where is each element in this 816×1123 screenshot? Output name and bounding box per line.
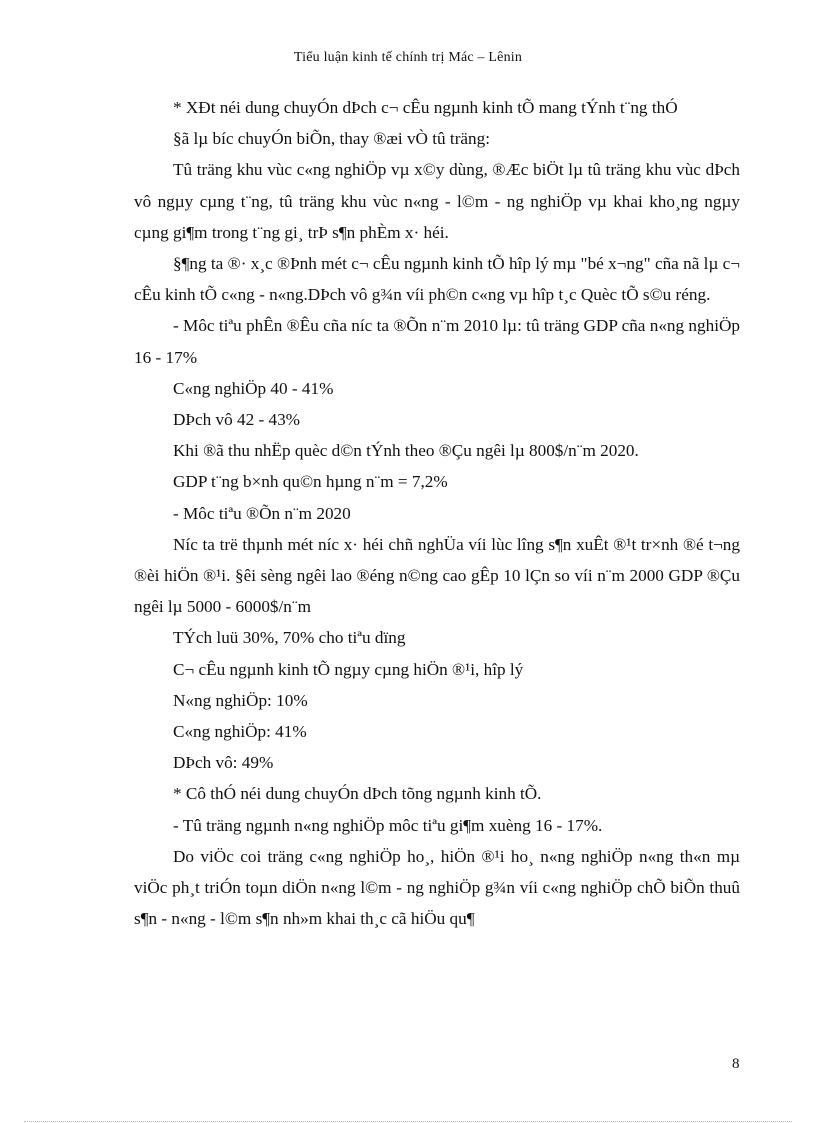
paragraph-17: * Cô thÓ néi dung chuyÓn dÞch tõng ngµnh kinh tÕ.	[173, 784, 542, 804]
page-bottom-divider	[24, 1121, 792, 1122]
paragraph-2: §ã lµ bíc chuyÓn biÕn, thay ®æi vÒ tû träng:	[173, 129, 491, 149]
paragraph-4: §¶ng ta ®· x¸c ®Þnh mét c¬ cÊu ngµnh kinh tÕ hîp lý mµ "bé x¬ng" cña nã lµ c¬ cÊu kinh tÕ c«ng - n«ng.DÞch vô g¾n víi ph©n c«ng vµ hîp t¸c Quèc tÕ s©u réng.	[134, 254, 740, 305]
paragraph-11: Níc ta trë thµnh mét níc x· héi chñ nghÜa víi lùc lîng s¶n xuÊt ®¹t tr×nh ®é t¬ng ®èi hiÖn ®¹i. §êi sèng ngêi lao ®éng n©ng cao gÊp 10 lÇn so víi n¨m 2000 GDP ®Çu ngêi lµ 5000 - 6000$/n¨m	[134, 534, 740, 617]
document-body	[134, 92, 740, 934]
paragraph-5: - Môc tiªu phÊn ®Êu cña níc ta ®Õn n¨m 2010 lµ: tû träng GDP cña n«ng nghiÖp 16 - 17%	[134, 316, 740, 367]
paragraph-6: C«ng nghiÖp 40 - 41%	[173, 378, 334, 398]
paragraph-18: - Tû träng ngµnh n«ng nghiÖp môc tiªu gi¶m xuèng 16 - 17%.	[173, 815, 603, 835]
paragraph-14: N«ng nghiÖp: 10%	[173, 690, 308, 710]
paragraph-19: Do viÖc coi träng c«ng nghiÖp ho¸, hiÖn ®¹i ho¸ n«ng nghiÖp n«ng th«n mµ viÖc ph¸t triÓn toµn diÖn n«ng l©m - ng nghiÖp g¾n víi c«ng nghiÖp chÕ biÕn thuû s¶n - n«ng - l©m s¶n nh»m khai th¸c cã hiÖu qu¶	[134, 846, 740, 929]
paragraph-8: Khi ®ã thu nhËp quèc d©n tÝnh theo ®Çu ngêi lµ 800$/n¨m 2020.	[173, 441, 639, 461]
paragraph-3: Tû träng khu vùc c«ng nghiÖp vµ x©y dùng, ®Æc biÖt lµ tû träng khu vùc dÞch vô ngµy cµng t¨ng, tû träng khu vùc n«ng - l©m - ng nghiÖp vµ khai kho¸ng ngµy cµng gi¶m trong t¨ng gi¸ trÞ s¶n phÈm x· héi.	[134, 160, 740, 242]
page-header: Tiểu luận kinh tế chính trị Mác – Lênin	[293, 50, 523, 65]
paragraph-15: C«ng nghiÖp: 41%	[173, 722, 307, 742]
paragraph-7: DÞch vô 42 - 43%	[173, 410, 300, 430]
paragraph-1: * XÐt néi dung chuyÓn dÞch c¬ cÊu ngµnh kinh tÕ mang tÝnh t¨ng thÓ	[173, 98, 678, 117]
paragraph-13: C¬ cÊu ngµnh kinh tÕ ngµy cµng hiÖn ®¹i, hîp lý	[173, 659, 524, 679]
paragraph-12: TÝch luü 30%, 70% cho tiªu dïng	[173, 628, 406, 648]
paragraph-10: - Môc tiªu ®Õn n¨m 2020	[173, 503, 351, 523]
paragraph-16: DÞch vô: 49%	[173, 753, 274, 773]
page-number: 8	[732, 1056, 740, 1072]
paragraph-9: GDP t¨ng b×nh qu©n hµng n¨m = 7,2%	[173, 472, 448, 492]
